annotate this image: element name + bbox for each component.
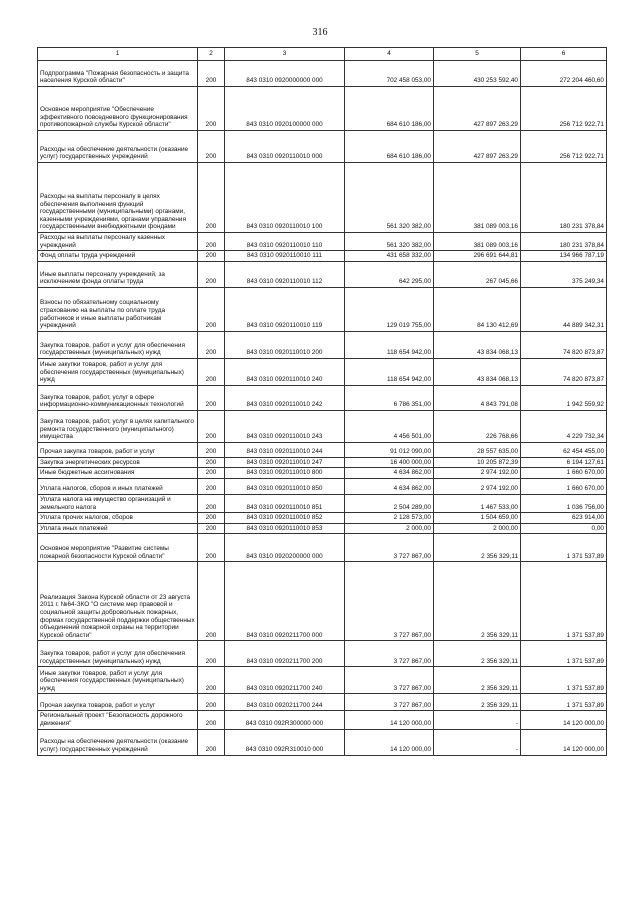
row-ved-cell: 200 — [198, 163, 225, 233]
row-executed-cell: 2 974 192,00 — [434, 468, 521, 479]
row-executed-cell: 43 834 068,13 — [434, 331, 521, 358]
row-ved-cell: 200 — [198, 331, 225, 358]
row-remaining-cell: 6 194 127,61 — [521, 457, 607, 468]
row-ved-cell: 200 — [198, 694, 225, 711]
table-row — [38, 457, 607, 468]
table-row — [38, 358, 607, 385]
row-approved-cell: 3 727 867,00 — [345, 562, 434, 641]
row-name-cell: Иные закупки товаров, работ и услуг для обеспечения государственных (муниципальных) нужд — [38, 358, 198, 385]
row-code-cell: 843 0310 0920110010 112 — [225, 261, 345, 287]
row-approved-cell: 129 019 755,00 — [345, 287, 434, 331]
row-name-cell: Подпрограмма "Пожарная безопасность и защита населения Курской области" — [38, 61, 198, 87]
row-executed-cell: 381 089 003,16 — [434, 163, 521, 233]
row-remaining-cell: 1 660 670,00 — [521, 468, 607, 479]
row-code-cell: 843 0310 0920100000 000 — [225, 87, 345, 131]
row-executed-cell: 296 691 644,81 — [434, 251, 521, 262]
column-header-code: 3 — [225, 48, 345, 61]
row-ved-cell: 200 — [198, 729, 225, 755]
table-row — [38, 562, 607, 641]
row-executed-cell: 2 000,00 — [434, 523, 521, 534]
row-name-cell: Иные закупки товаров, работ и услуг для обеспечения государственных (муниципальных) нужд — [38, 667, 198, 694]
row-remaining-cell: 74 820 873,87 — [521, 358, 607, 385]
row-approved-cell: 684 610 186,00 — [345, 131, 434, 163]
row-name-cell: Расходы на обеспечение деятельности (оказание услуг) государственных учреждений — [38, 729, 198, 755]
row-approved-cell: 684 610 186,00 — [345, 87, 434, 131]
row-code-cell: 843 0310 0920110010 242 — [225, 385, 345, 410]
row-approved-cell: 4 456 501,00 — [345, 410, 434, 442]
row-approved-cell: 4 634 862,00 — [345, 468, 434, 479]
table-row — [38, 534, 607, 562]
row-approved-cell: 118 654 942,00 — [345, 358, 434, 385]
row-code-cell: 843 0310 0920110010 244 — [225, 442, 345, 457]
row-executed-cell: - — [434, 729, 521, 755]
table-row — [38, 385, 607, 410]
row-code-cell: 843 0310 092R310010 000 — [225, 729, 345, 755]
column-header-executed: 5 — [434, 48, 521, 61]
row-remaining-cell: 256 712 922,71 — [521, 87, 607, 131]
table-row — [38, 251, 607, 262]
row-remaining-cell: 623 914,00 — [521, 513, 607, 524]
column-header-name: 1 — [38, 48, 198, 61]
row-approved-cell: 561 320 382,00 — [345, 163, 434, 233]
row-code-cell: 843 0310 0920110010 247 — [225, 457, 345, 468]
row-executed-cell: 2 356 329,11 — [434, 534, 521, 562]
row-remaining-cell: 0,00 — [521, 523, 607, 534]
row-code-cell: 843 0310 0920110010 110 — [225, 233, 345, 251]
row-ved-cell: 200 — [198, 641, 225, 667]
row-remaining-cell: 14 120 000,00 — [521, 711, 607, 729]
table-row — [38, 478, 607, 494]
row-executed-cell: 267 045,66 — [434, 261, 521, 287]
page-number: 316 — [312, 27, 328, 38]
table-row — [38, 523, 607, 534]
row-code-cell: 843 0310 0920110010 000 — [225, 131, 345, 163]
row-approved-cell: 3 727 867,00 — [345, 667, 434, 694]
row-executed-cell: 1 504 659,00 — [434, 513, 521, 524]
row-ved-cell: 200 — [198, 513, 225, 524]
row-ved-cell: 200 — [198, 478, 225, 494]
row-ved-cell: 200 — [198, 61, 225, 87]
row-approved-cell: 642 295,00 — [345, 261, 434, 287]
row-code-cell: 843 0310 0920110010 852 — [225, 513, 345, 524]
row-name-cell: Основное мероприятие "Развитие системы пожарной безопасности Курской области" — [38, 534, 198, 562]
row-executed-cell: 1 467 533,00 — [434, 494, 521, 512]
row-approved-cell: 2 000,00 — [345, 523, 434, 534]
table-row — [38, 233, 607, 251]
row-ved-cell: 200 — [198, 385, 225, 410]
table-row — [38, 87, 607, 131]
table-row — [38, 468, 607, 479]
table-body — [38, 61, 607, 756]
row-executed-cell: 2 356 329,11 — [434, 562, 521, 641]
row-name-cell: Закупка товаров, работ, услуг в целях капитального ремонта государственного (муниципального) имущества — [38, 410, 198, 442]
table-row — [38, 287, 607, 331]
row-remaining-cell: 14 120 000,00 — [521, 729, 607, 755]
row-remaining-cell: 1 660 670,00 — [521, 478, 607, 494]
column-number-row — [38, 48, 607, 61]
table-row — [38, 131, 607, 163]
row-remaining-cell: 1 036 756,00 — [521, 494, 607, 512]
row-executed-cell: 43 834 068,13 — [434, 358, 521, 385]
row-executed-cell: 28 557 635,00 — [434, 442, 521, 457]
row-code-cell: 843 0310 0920110010 800 — [225, 468, 345, 479]
row-ved-cell: 200 — [198, 251, 225, 262]
row-code-cell: 843 0310 0920110010 111 — [225, 251, 345, 262]
row-ved-cell: 200 — [198, 358, 225, 385]
table-row — [38, 641, 607, 667]
table-row — [38, 667, 607, 694]
row-ved-cell: 200 — [198, 410, 225, 442]
row-name-cell: Региональный проект "Безопасность дорожного движения" — [38, 711, 198, 729]
row-code-cell: 843 0310 0920200000 000 — [225, 534, 345, 562]
row-remaining-cell: 134 966 787,19 — [521, 251, 607, 262]
row-name-cell: Уплата налога на имущество организаций и земельного налога — [38, 494, 198, 512]
row-remaining-cell: 4 229 732,34 — [521, 410, 607, 442]
row-ved-cell: 200 — [198, 667, 225, 694]
row-approved-cell: 91 012 090,00 — [345, 442, 434, 457]
row-code-cell: 843 0310 0920211700 200 — [225, 641, 345, 667]
row-name-cell: Закупка товаров, работ и услуг для обеспечения государственных (муниципальных) нужд — [38, 641, 198, 667]
row-approved-cell: 14 120 000,00 — [345, 729, 434, 755]
row-ved-cell: 200 — [198, 523, 225, 534]
table-row — [38, 494, 607, 512]
row-name-cell: Расходы на выплаты персоналу казенных учреждений — [38, 233, 198, 251]
row-code-cell: 843 0310 0920110010 243 — [225, 410, 345, 442]
row-executed-cell: 430 253 592,40 — [434, 61, 521, 87]
row-approved-cell: 2 128 573,00 — [345, 513, 434, 524]
row-name-cell: Прочая закупка товаров, работ и услуг — [38, 694, 198, 711]
row-name-cell: Иные бюджетные ассигнования — [38, 468, 198, 479]
row-name-cell: Закупка товаров, работ, услуг в сфере информационно-коммуникационных технологий — [38, 385, 198, 410]
row-executed-cell: 10 205 872,39 — [434, 457, 521, 468]
row-code-cell: 843 0310 0920110010 119 — [225, 287, 345, 331]
row-name-cell: Основное мероприятие "Обеспечение эффективного повседневного функционирования противопожарной службы Курской области" — [38, 87, 198, 131]
row-remaining-cell: 375 249,34 — [521, 261, 607, 287]
table-row — [38, 694, 607, 711]
row-approved-cell: 3 727 867,00 — [345, 694, 434, 711]
table-row — [38, 513, 607, 524]
row-remaining-cell: 1 371 537,89 — [521, 694, 607, 711]
row-code-cell: 843 0310 0920110010 100 — [225, 163, 345, 233]
row-approved-cell: 3 727 867,00 — [345, 641, 434, 667]
row-approved-cell: 431 658 332,00 — [345, 251, 434, 262]
row-approved-cell: 6 786 351,00 — [345, 385, 434, 410]
row-code-cell: 843 0310 0920211700 000 — [225, 562, 345, 641]
row-remaining-cell: 1 942 559,92 — [521, 385, 607, 410]
row-executed-cell: 226 768,66 — [434, 410, 521, 442]
row-ved-cell: 200 — [198, 442, 225, 457]
row-ved-cell: 200 — [198, 534, 225, 562]
row-executed-cell: 2 356 329,11 — [434, 667, 521, 694]
row-ved-cell: 200 — [198, 494, 225, 512]
column-header-remaining: 6 — [521, 48, 607, 61]
row-code-cell: 843 0310 0920110010 851 — [225, 494, 345, 512]
row-executed-cell: - — [434, 711, 521, 729]
row-name-cell: Фонд оплаты труда учреждений — [38, 251, 198, 262]
row-remaining-cell: 74 820 873,87 — [521, 331, 607, 358]
row-ved-cell: 200 — [198, 233, 225, 251]
row-code-cell: 843 0310 0920110010 850 — [225, 478, 345, 494]
row-name-cell: Закупка энергетических ресурсов — [38, 457, 198, 468]
row-approved-cell: 14 120 000,00 — [345, 711, 434, 729]
row-approved-cell: 3 727 867,00 — [345, 534, 434, 562]
row-approved-cell: 118 654 942,00 — [345, 331, 434, 358]
row-name-cell: Уплата налогов, сборов и иных платежей — [38, 478, 198, 494]
row-name-cell: Уплата прочих налогов, сборов — [38, 513, 198, 524]
row-remaining-cell: 180 231 378,84 — [521, 163, 607, 233]
table-row — [38, 331, 607, 358]
row-ved-cell: 200 — [198, 87, 225, 131]
row-executed-cell: 2 356 329,11 — [434, 641, 521, 667]
row-name-cell: Закупка товаров, работ и услуг для обеспечения государственных (муниципальных) нужд — [38, 331, 198, 358]
row-approved-cell: 16 400 000,00 — [345, 457, 434, 468]
row-remaining-cell: 272 204 460,60 — [521, 61, 607, 87]
row-code-cell: 843 0310 092R300000 000 — [225, 711, 345, 729]
row-code-cell: 843 0310 0920110010 240 — [225, 358, 345, 385]
row-approved-cell: 2 504 289,00 — [345, 494, 434, 512]
row-name-cell: Расходы на выплаты персоналу в целях обеспечения выполнения функций государственными (муниципальными) органами, казенными учреждениями, органами управления государственными внебюджетными фондами — [38, 163, 198, 233]
table-row — [38, 61, 607, 87]
row-code-cell: 843 0310 0920110010 853 — [225, 523, 345, 534]
row-code-cell: 843 0310 0920110010 200 — [225, 331, 345, 358]
row-executed-cell: 2 974 192,00 — [434, 478, 521, 494]
row-executed-cell: 84 130 412,69 — [434, 287, 521, 331]
row-approved-cell: 702 458 053,00 — [345, 61, 434, 87]
row-remaining-cell: 1 371 537,89 — [521, 534, 607, 562]
row-name-cell: Реализация Закона Курской области от 23 августа 2011 г. №64-ЗКО "О системе мер правовой и социальной защиты добровольных пожарных, формах государственной поддержки общественных объединений пожарной охраны на территории Курской области" — [38, 562, 198, 641]
row-code-cell: 843 0310 0920211700 240 — [225, 667, 345, 694]
budget-execution-table — [37, 47, 607, 756]
row-remaining-cell: 62 454 455,00 — [521, 442, 607, 457]
row-remaining-cell: 1 371 537,89 — [521, 641, 607, 667]
row-executed-cell: 381 089 003,16 — [434, 233, 521, 251]
row-name-cell: Расходы на обеспечение деятельности (оказание услуг) государственных учреждений — [38, 131, 198, 163]
row-code-cell: 843 0310 0920000000 000 — [225, 61, 345, 87]
row-ved-cell: 200 — [198, 562, 225, 641]
row-ved-cell: 200 — [198, 261, 225, 287]
row-approved-cell: 4 634 862,00 — [345, 478, 434, 494]
row-name-cell: Уплата иных платежей — [38, 523, 198, 534]
row-ved-cell: 200 — [198, 287, 225, 331]
row-name-cell: Иные выплаты персоналу учреждений, за исключением фонда оплаты труда — [38, 261, 198, 287]
table-row — [38, 729, 607, 755]
row-ved-cell: 200 — [198, 457, 225, 468]
row-executed-cell: 427 897 263,29 — [434, 87, 521, 131]
row-ved-cell: 200 — [198, 131, 225, 163]
column-header-ved: 2 — [198, 48, 225, 61]
row-approved-cell: 561 320 382,00 — [345, 233, 434, 251]
row-remaining-cell: 1 371 537,89 — [521, 667, 607, 694]
row-executed-cell: 2 356 329,11 — [434, 694, 521, 711]
table-row — [38, 163, 607, 233]
row-executed-cell: 427 897 263,29 — [434, 131, 521, 163]
row-remaining-cell: 180 231 378,84 — [521, 233, 607, 251]
row-ved-cell: 200 — [198, 468, 225, 479]
table-row — [38, 442, 607, 457]
column-header-approved: 4 — [345, 48, 434, 61]
row-name-cell: Прочая закупка товаров, работ и услуг — [38, 442, 198, 457]
row-remaining-cell: 256 712 922,71 — [521, 131, 607, 163]
row-ved-cell: 200 — [198, 711, 225, 729]
row-remaining-cell: 44 889 342,31 — [521, 287, 607, 331]
row-code-cell: 843 0310 0920211700 244 — [225, 694, 345, 711]
row-name-cell: Взносы по обязательному социальному страхованию на выплаты по оплате труда работников и иные выплаты работникам учреждений — [38, 287, 198, 331]
table-row — [38, 711, 607, 729]
table-row — [38, 261, 607, 287]
row-executed-cell: 4 843 791,08 — [434, 385, 521, 410]
table-row — [38, 410, 607, 442]
row-remaining-cell: 1 371 537,89 — [521, 562, 607, 641]
